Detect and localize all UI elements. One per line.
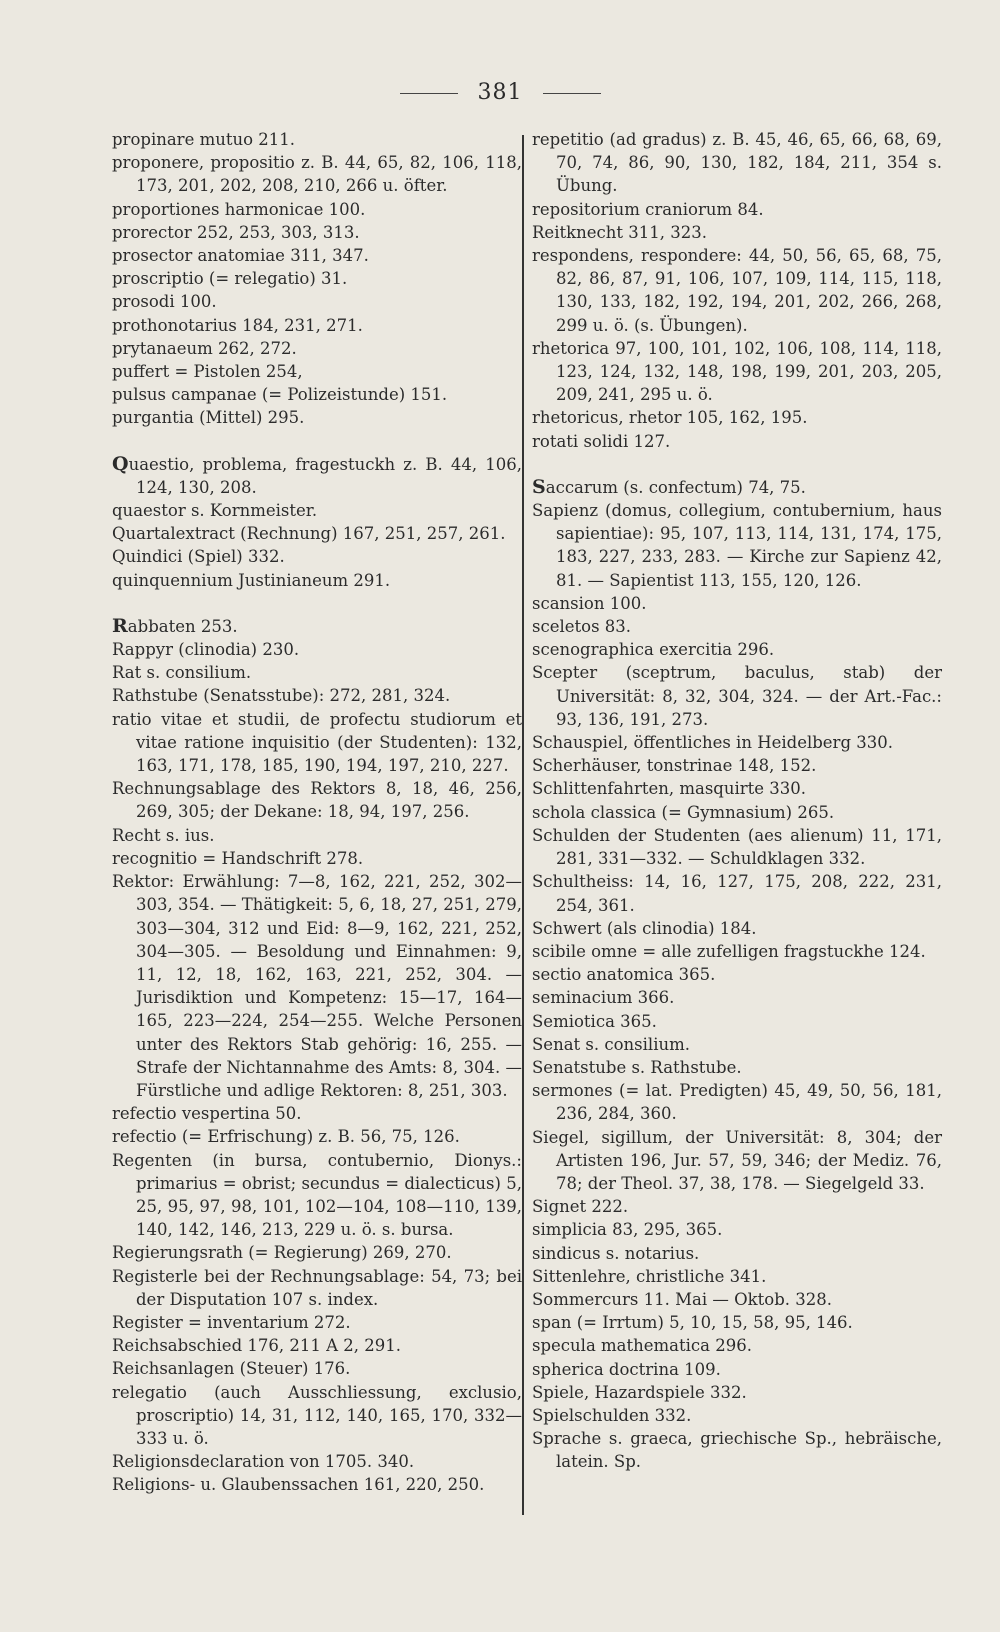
entry-text: prothonotarius 184, 231, 271.: [112, 315, 363, 335]
entry-text: Reichsabschied 176, 211 A 2, 291.: [112, 1336, 401, 1356]
entry-text: proponere, propositio z. B. 44, 65, 82, 106, 118, 173, 201, 202, 208, 210, 266 u. öfter.: [112, 153, 522, 196]
entry-text: repetitio (ad gradus) z. B. 45, 46, 65, 66, 68, 69, 70, 74, 86, 90, 130, 182, 184, 211, 354 s. Übung.: [532, 130, 942, 196]
index-entry: [112, 314, 522, 337]
entry-text: prorector 252, 253, 303, 313.: [112, 222, 360, 242]
entry-text: Spiele, Hazardspiele 332.: [532, 1382, 747, 1402]
index-entry: [532, 337, 942, 407]
index-entry: [532, 824, 942, 870]
index-entry: [112, 1265, 522, 1311]
index-entry: [532, 986, 942, 1009]
index-entry: [112, 847, 522, 870]
entry-text: Senat s. consilium.: [532, 1034, 690, 1054]
entry-text: Quartalextract (Rechnung) 167, 251, 257, 261.: [112, 524, 506, 544]
index-entry: [112, 1149, 522, 1242]
index-entry: [532, 615, 942, 638]
entry-text: proportiones harmonicae 100.: [112, 199, 366, 219]
entry-text: Regenten (in bursa, contubernio, Dionys.: primarius = obrist; secundus = dialecticus) 5, 25, 95, 97, 98, 101, 102—104, 108—110, 139, 140, 142, 146, 213, 229 u. ö. s. bursa.: [112, 1150, 522, 1240]
entry-text: Scherhäuser, tonstrinae 148, 152.: [532, 756, 817, 776]
index-entry: [532, 221, 942, 244]
index-entry: [112, 824, 522, 847]
entry-text: Rappyr (clinodia) 230.: [112, 640, 300, 660]
entry-text: seminacium 366.: [532, 988, 675, 1008]
index-entry: [112, 615, 522, 638]
entry-text: Reichsanlagen (Steuer) 176.: [112, 1359, 351, 1379]
entry-text: Quindici (Spiel) 332.: [112, 547, 285, 567]
entry-text: rhetorica 97, 100, 101, 102, 106, 108, 114, 118, 123, 124, 132, 148, 198, 199, 201, 203, 205, 209, 241, 295 u. ö.: [532, 338, 942, 405]
entry-text: Schulden der Studenten (aes alienum) 11, 171, 281, 331—332. — Schuldklagen 332.: [532, 825, 942, 869]
entry-text: rhetoricus, rhetor 105, 162, 195.: [532, 408, 808, 428]
index-entry: [532, 244, 942, 337]
index-entry: [112, 128, 522, 151]
index-entry: [112, 522, 522, 545]
index-entry: [532, 1126, 942, 1196]
entry-text: Semiotica 365.: [532, 1011, 657, 1031]
section-initial: R: [112, 614, 128, 637]
index-entry: [112, 267, 522, 290]
index-entry: [532, 731, 942, 754]
index-entry: [532, 1195, 942, 1218]
header-dash-right: [543, 93, 601, 94]
entry-text: relegatio (auch Ausschliessung, exclusio, proscriptio) 14, 31, 112, 140, 165, 170, 332—333 u. ö.: [112, 1382, 522, 1448]
index-entry: [532, 1381, 942, 1404]
index-entry: [532, 1010, 942, 1033]
index-entry: [532, 406, 942, 429]
index-entry: [112, 777, 522, 823]
entry-text: Scepter (sceptrum, baculus, stab) der Universität: 8, 32, 304, 324. — der Art.-Fac.: 93, 136, 191, 273.: [532, 663, 942, 729]
section-gap: [532, 453, 942, 476]
entry-text: rotati solidi 127.: [532, 431, 671, 451]
entry-text: Registerle bei der Rechnungsablage: 54, 73; bei der Disputation 107 s. index.: [112, 1266, 522, 1309]
entry-text: Rathstube (Senatsstube): 272, 281, 324.: [112, 686, 451, 706]
entry-text: Sommercurs 11. Mai — Oktob. 328.: [532, 1289, 833, 1309]
header-dash-left: [400, 93, 458, 94]
entry-text: Schultheiss: 14, 16, 127, 175, 208, 222, 231, 254, 361.: [532, 872, 942, 915]
index-entry: [112, 661, 522, 684]
index-entry: [112, 1450, 522, 1473]
index-entry: [112, 1473, 522, 1496]
left-column: [112, 128, 522, 1497]
index-entry: [112, 244, 522, 267]
entry-text: sceletos 83.: [532, 617, 632, 637]
index-entry: [532, 940, 942, 963]
entry-text: prosodi 100.: [112, 292, 217, 312]
index-entry: [532, 430, 942, 453]
entry-text: Schlittenfahrten, masquirte 330.: [532, 779, 807, 799]
index-entry: [112, 198, 522, 221]
entry-text: scansion 100.: [532, 593, 647, 613]
entry-text: quaestor s. Kornmeister.: [112, 501, 318, 521]
entry-text: Schwert (als clinodia) 184.: [532, 918, 757, 938]
index-entry: [112, 684, 522, 707]
index-entry: [532, 1033, 942, 1056]
entry-text: Religions- u. Glaubenssachen 161, 220, 250.: [112, 1475, 485, 1495]
entry-text: purgantia (Mittel) 295.: [112, 408, 305, 428]
index-entry: [532, 1265, 942, 1288]
entry-text: Rechnungsablage des Rektors 8, 18, 46, 256, 269, 305; der Dekane: 18, 94, 197, 256.: [112, 779, 522, 822]
entry-text: prytanaeum 262, 272.: [112, 338, 297, 358]
right-column: [532, 128, 942, 1474]
section-initial: S: [532, 475, 546, 498]
index-entry: [532, 1218, 942, 1241]
entry-text: spherica doctrina 109.: [532, 1359, 721, 1379]
index-entry: [112, 870, 522, 1102]
index-entry: [532, 476, 942, 499]
entry-text: Sittenlehre, christliche 341.: [532, 1266, 767, 1286]
index-entry: [532, 1079, 942, 1125]
entry-text: Recht s. ius.: [112, 825, 215, 845]
entry-text: prosector anatomiae 311, 347.: [112, 246, 369, 266]
column-divider: [522, 135, 524, 1515]
index-entry: [112, 638, 522, 661]
index-entry: [112, 545, 522, 568]
entry-text: scibile omne = alle zufelligen fragstuckhe 124.: [532, 941, 926, 961]
index-entry: [112, 221, 522, 244]
index-entry: [112, 360, 522, 383]
section-initial: Q: [112, 452, 129, 475]
index-entry: [112, 1381, 522, 1451]
entry-text: ratio vitae et studii, de profectu studiorum et vitae ratione inquisitio (der Studenten): 132, 163, 171, 178, 185, 190, 194, 197, 210, 227.: [112, 709, 522, 776]
entry-text: repositorium craniorum 84.: [532, 199, 764, 219]
entry-text: Religionsdeclaration von 1705. 340.: [112, 1452, 415, 1472]
index-entry: [532, 777, 942, 800]
index-entry: [532, 917, 942, 940]
entry-text: Signet 222.: [532, 1197, 629, 1217]
index-entry: [112, 406, 522, 429]
index-entry: [112, 337, 522, 360]
entry-text: Sprache s. graeca, griechische Sp., hebräische, latein. Sp.: [532, 1429, 942, 1472]
entry-text: proscriptio (= relegatio) 31.: [112, 269, 348, 289]
index-entry: [112, 1334, 522, 1357]
index-entry: [532, 963, 942, 986]
entry-text: schola classica (= Gymnasium) 265.: [532, 802, 835, 822]
index-entry: [112, 569, 522, 592]
entry-text: recognitio = Handschrift 278.: [112, 848, 364, 868]
entry-text: Sapienz (domus, collegium, contubernium, haus sapientiae): 95, 107, 113, 114, 131, 174, 175, 183, 227, 233, 283. — Kirche zur Sapienz 42, 81. — Sapientist 113, 155, 120, 126.: [532, 501, 942, 590]
entry-text: refectio (= Erfrischung) z. B. 56, 75, 126.: [112, 1127, 460, 1147]
section-gap: [112, 592, 522, 615]
entry-text: refectio vespertina 50.: [112, 1104, 302, 1124]
entry-text: Senatstube s. Rathstube.: [532, 1057, 742, 1077]
index-entry: [532, 801, 942, 824]
entry-text: Reitknecht 311, 323.: [532, 222, 707, 242]
entry-text: propinare mutuo 211.: [112, 130, 296, 149]
index-entry: [112, 1102, 522, 1125]
index-entry: [112, 499, 522, 522]
entry-text: uaestio, problema, fragestuckh z. B. 44, 106, 124, 130, 208.: [128, 454, 522, 497]
entry-text: scenographica exercitia 296.: [532, 640, 775, 660]
entry-text: abbaten 253.: [127, 616, 238, 636]
page-header: [0, 80, 1000, 105]
entry-text: quinquennium Justinianeum 291.: [112, 570, 391, 590]
index-entry: [532, 592, 942, 615]
index-entry: [532, 128, 942, 198]
index-entry: [112, 1241, 522, 1264]
index-entry: [112, 151, 522, 197]
entry-text: puffert = Pistolen 254,: [112, 362, 303, 382]
entry-text: accarum (s. confectum) 74, 75.: [545, 477, 806, 497]
entry-text: sectio anatomica 365.: [532, 965, 716, 985]
entry-text: Rektor: Erwählung: 7—8, 162, 221, 252, 302—303, 354. — Thätigkeit: 5, 6, 18, 27, 251, 279, 303—304, 312 und Eid: 8—9, 162, 221, 252, 304—305. — Besoldung und Einnahmen: 9, 11, 12, 18, 162, 163, 221, 252, 304. — Jurisdiktion und Kompetenz: 15—17, 164—165, 223—224, 254—255. Welche Personen unter des Rektors Stab gehörig: 16, 255. — Strafe der Nichtannahme des Amts: 8, 304. — Fürstliche und adlige Rektoren: 8, 251, 303.: [112, 872, 522, 1100]
index-entry: [112, 383, 522, 406]
index-entry: [532, 1427, 942, 1473]
index-entry: [532, 499, 942, 592]
index-entry: [532, 1242, 942, 1265]
entry-text: simplicia 83, 295, 365.: [532, 1220, 723, 1240]
index-entry: [112, 708, 522, 778]
index-entry: [112, 1125, 522, 1148]
index-entry: [532, 1334, 942, 1357]
entry-text: Register = inventarium 272.: [112, 1312, 351, 1332]
entry-text: sermones (= lat. Predigten) 45, 49, 50, 56, 181, 236, 284, 360.: [532, 1081, 942, 1124]
index-entry: [532, 661, 942, 731]
index-entry: [532, 754, 942, 777]
section-gap: [112, 430, 522, 453]
entry-text: respondens, respondere: 44, 50, 56, 65, 68, 75, 82, 86, 87, 91, 106, 107, 109, 114, 115, 118, 130, 133, 182, 192, 194, 201, 202, 266, 268, 299 u. ö. (s. Übungen).: [532, 246, 942, 335]
index-entry: [532, 1358, 942, 1381]
index-entry: [532, 198, 942, 221]
index-entry: [112, 1357, 522, 1380]
entry-text: Siegel, sigillum, der Universität: 8, 304; der Artisten 196, Jur. 57, 59, 346; der Mediz. 76, 78; der Theol. 37, 38, 178. — Siegelgeld 33.: [532, 1127, 942, 1193]
entry-text: pulsus campanae (= Polizeistunde) 151.: [112, 385, 448, 405]
index-entry: [112, 1311, 522, 1334]
entry-text: specula mathematica 296.: [532, 1336, 752, 1356]
index-entry: [112, 290, 522, 313]
index-entry: [532, 1056, 942, 1079]
index-entry: [532, 1311, 942, 1334]
entry-text: sindicus s. notarius.: [532, 1243, 700, 1263]
index-entry: [112, 453, 522, 499]
entry-text: Schauspiel, öffentliches in Heidelberg 330.: [532, 733, 893, 753]
index-entry: [532, 870, 942, 916]
page-number: 381: [477, 80, 523, 105]
index-entry: [532, 638, 942, 661]
entry-text: Spielschulden 332.: [532, 1405, 692, 1425]
entry-text: span (= Irrtum) 5, 10, 15, 58, 95, 146.: [532, 1313, 853, 1333]
entry-text: Regierungsrath (= Regierung) 269, 270.: [112, 1243, 452, 1263]
index-entry: [532, 1288, 942, 1311]
entry-text: Rat s. consilium.: [112, 663, 252, 683]
index-entry: [532, 1404, 942, 1427]
